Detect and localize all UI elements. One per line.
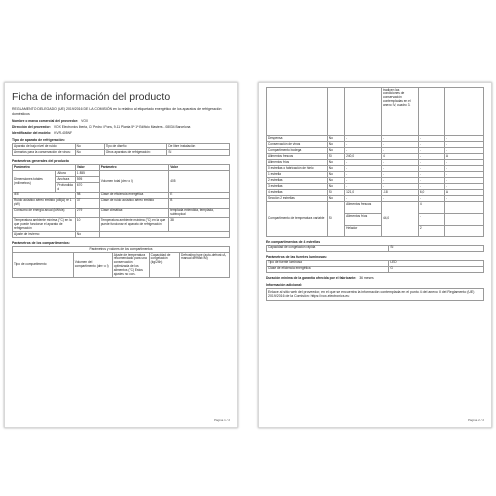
warranty-value: 36 meses (359, 275, 374, 280)
general-heading: Parámetros generales del producto (12, 159, 69, 164)
table-row: Despensa No - - - - (267, 136, 484, 142)
table-row: Alimentos fríos - (267, 214, 484, 226)
compartment-heading: Parámetros de los compartimentos: (12, 241, 70, 245)
table-row: Tipo de compartimento Volumen del compartimento (dm³ o l) Ajuste de temperatura recomendado para una conservación optimizada de los alimentos (°C) Estos ajustes no con- Capacidad de congelación (kg/24h) Defrosting type (auto-defrost=A, manual defrost=M) (13, 252, 230, 277)
page-number: Página 1 / 2 (213, 418, 230, 422)
additional-heading: Información adicional: (266, 282, 303, 287)
compartment-table (12, 246, 230, 278)
supplier-value: VOX (81, 119, 89, 124)
table-row: Ajuste de invierno No (13, 232, 230, 238)
table-row: Tipo de fuente luminosa LED (267, 260, 484, 266)
warranty-row: Duración mínima de la garantía ofrecida por el fabricante: 36 meses (266, 275, 374, 280)
document-page-1 (4, 82, 238, 428)
table-row: IEE 98 Clase de eficiencia energética E (13, 192, 230, 198)
quick-freeze-table (266, 245, 484, 252)
table-row: Dimensiones totales (milímetros) Altura 1 855 Volumen total (dm³ o l) 405 (13, 171, 230, 177)
additional-info: Enlace al sitio web del proveedor, en el que se encuentra la información contemplada en el punto 4 del anexo II del Reglamento (UE) 2019/2016 de la Comisión: https://vox-electronics.eu (266, 288, 484, 301)
table-row: Compartimento de temperatura variable Sí Alimentos frescos 44,0 4 (267, 202, 484, 214)
page-title: Ficha de información del producto (12, 91, 171, 103)
compartment-table-continued (266, 87, 484, 237)
table-row (267, 88, 484, 136)
address-value: VOX Electronics Iberia, C/ Pedro i Pons, 9-11 Planta 5ª 1ª Edificio Masters - 08034 Barcelona (53, 125, 191, 130)
table-row: 1 estrella No - - - - (267, 172, 484, 178)
table-row: 0 estrellas o fabricación de hielo No - - - - (267, 166, 484, 172)
type-heading: Tipo de aparato de refrigeración: (12, 138, 65, 143)
conditions-note: tradicen las condiciones de conservación contempladas en el anexo IV, cuadro 3. (382, 88, 419, 136)
general-table (12, 164, 230, 238)
table-row: 4 estrellas Sí 121,0 -18 6,0 A (267, 190, 484, 196)
supplier-row: Nombre o marca comercial del proveedor: VOX (12, 119, 89, 124)
table-row: 3 estrellas No - - - - (267, 184, 484, 190)
type-table (12, 143, 230, 156)
document-page-2 (258, 82, 492, 428)
table-row: Temperatura ambiente mínima (°C) en la que puede funcionar el aparato de refrigeración 10 Temperatura ambiente máxima (°C) en la que puede funcionar el aparato de refrigeración 38 (13, 218, 230, 232)
table-row: Compartimento bodega No - - - - (267, 148, 484, 154)
table-row: Alimentos fríos No - - - - (267, 160, 484, 166)
model-row: Identificador del modelo: KVR-405NF (12, 131, 72, 136)
light-heading: Parámetros de las fuentes luminosas: (266, 254, 328, 259)
table-row: 2 estrellas No - - - - (267, 178, 484, 184)
table-row: Consumo de energía anual (kWh/a) 279 Clase climática: templada extendida, templada, subtropical (13, 208, 230, 218)
table-row: Helador 2 (267, 226, 484, 236)
model-value: KVR-405NF (54, 131, 72, 136)
table-row: Aparato de bajo nivel de ruido: No Tipo de diseño De libre instalación (13, 144, 230, 150)
table-row: Parámetro Valor Parámetro Valor (13, 165, 230, 171)
four-star-heading: En compartimentos de 4 estrellas (266, 239, 321, 244)
table-row: Clase de eficiencia energética G (267, 266, 484, 272)
table-row: Capacidad de congelación rápida Sí (267, 245, 484, 251)
table-row: Parámetros y valores de los compartimentos (13, 247, 230, 253)
table-row: Anchura 595 (13, 177, 230, 183)
table-row: Ruido acústico aéreo emitido (dB(A) re 1 pW) 37 Clase de ruido acústico aéreo emitido B (13, 198, 230, 208)
table-row: Sección 2 estrellas No - - - - (267, 196, 484, 202)
regulation-intro: REGLAMENTO DELEGADO (UE) 2019/2016 DE LA COMISIÓN en lo relativo al etiquetado energético de los aparatos de refrigeración domésticos (12, 107, 222, 116)
page-number: Página 2 / 2 (467, 418, 484, 422)
light-table (266, 260, 484, 273)
table-row: Conservación de vinos No - - - - (267, 142, 484, 148)
table-row: Armarios para la conservación de vinos: No Otros aparatos de refrigeración: Sí (13, 150, 230, 156)
compartment-rows (267, 136, 484, 202)
table-row: Profundidad 670 (13, 183, 230, 193)
table-row: Alimentos frescos Sí 240,0 4 - A (267, 154, 484, 160)
address-row: Dirección del proveedor: VOX Electronics Iberia, C/ Pedro i Pons, 9-11 Planta 5ª 1ª Edificio Masters - 08034 Barcelona (12, 125, 191, 130)
